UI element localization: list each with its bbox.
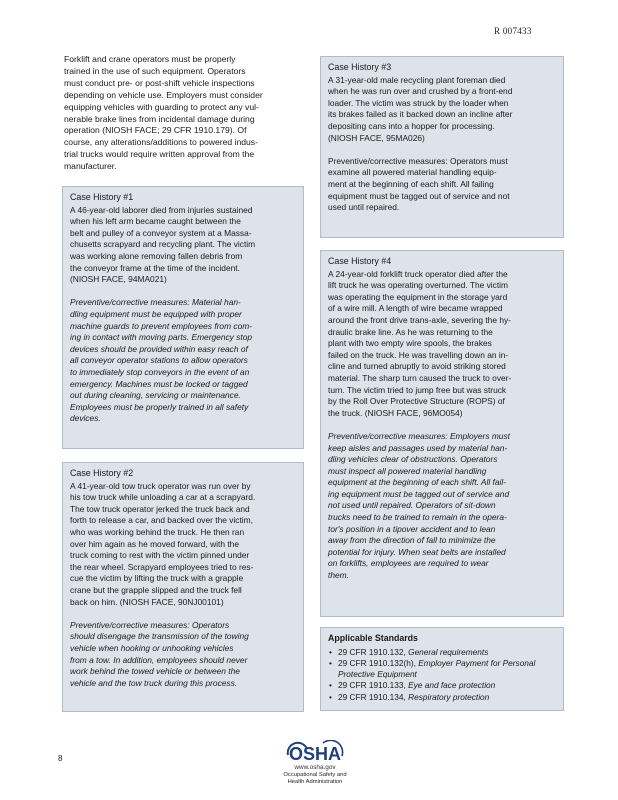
measures-line: all conveyor operator stations to allow operators: [70, 355, 248, 366]
measures-line: devices.: [70, 413, 101, 424]
measures-line: Employees must be properly trained in all safety: [70, 401, 249, 412]
case-history-1-title: Case History #1: [70, 192, 134, 202]
case-history-2-box: [62, 462, 304, 712]
standard-code: 29 CFR 1910.134,: [338, 691, 409, 702]
osha-logo-icon: [282, 740, 348, 764]
case-line: chusetts scrapyard and recycling plant. The victim: [70, 239, 256, 250]
case-line: failed on the truck. He was travelling down an in-: [328, 349, 509, 360]
case-line: when his left arm became caught between the: [70, 216, 241, 227]
standard-desc: Respiratory protection: [408, 691, 490, 702]
measures-line: away from the direction of fall to minimize the: [328, 535, 496, 546]
case-line: the rear wheel. Scrapyard employees tried to res-: [70, 561, 254, 572]
case-history-4-body: [328, 269, 557, 420]
case-line: lift truck he was operating overturned. The victim: [328, 280, 508, 291]
intro-line: trial trucks would require written approval from the: [64, 149, 255, 160]
case-history-4-title: Case History #4: [328, 256, 392, 266]
case-line: of a wire mill. A length of wire became wrapped: [328, 303, 503, 314]
applicable-standards-box: [320, 627, 564, 711]
standard-item: [328, 658, 557, 681]
measures-line: vehicle and the tow truck during this process.: [70, 677, 238, 688]
case-line: (NIOSH FACE, 95MA026): [328, 132, 425, 143]
case-history-4-measures: [328, 431, 557, 582]
measures-line: tor's position in a tipover accident and to lean: [328, 523, 496, 534]
measures-line: should disengage the transmission of the towing: [70, 631, 249, 642]
measures-line: on forklifts, employees are required to wear: [328, 558, 489, 569]
case-line: forth to release a car, and backed over the victim,: [70, 515, 253, 526]
case-line: who was working behind the truck. He then ran: [70, 526, 245, 537]
case-history-1-body: [70, 205, 297, 286]
standards-list: [328, 647, 557, 703]
measures-line: them.: [328, 570, 349, 581]
case-line: the truck. (NIOSH FACE, 96MO054): [328, 407, 463, 418]
measures-line: potential for injury. When seat belts are installed: [328, 546, 506, 557]
measures-line: from a tow. In addition, employees should never: [70, 654, 248, 665]
case-line: loader. The victim was struck by the loader when: [328, 97, 509, 108]
measures-line: equipment at the beginning of each shift. All fail-: [328, 477, 507, 488]
measures-line: ing in contact with moving parts. Emergency stop: [70, 332, 253, 343]
standard-code: 29 CFR 1910.132,: [338, 646, 409, 657]
case-line: A 31-year-old male recycling plant foreman died: [328, 74, 506, 85]
case-line: belt and pulley of a conveyor system at a Massa-: [70, 227, 252, 238]
measures-line: ing equipment must be tagged out of service and: [328, 488, 510, 499]
measures-line: dling vehicles clear of obstructions. Operators: [328, 454, 498, 465]
osha-footer: [270, 740, 360, 786]
measures-line: examine all powered material handling equip-: [328, 167, 497, 178]
case-line: around the front drive trans-axle, severing the hy-: [328, 314, 511, 325]
case-line: its brakes failed as it backed down an incline after: [328, 109, 513, 120]
case-line: over him again as he moved forward, with the: [70, 538, 239, 549]
intro-line: equipping vehicles with guarding to protect any vul-: [64, 101, 259, 112]
standard-item: [328, 647, 557, 658]
case-line: cline and turned abruptly to avoid striking stored: [328, 361, 506, 372]
case-line: cue the victim by lifting the truck with a grapple: [70, 573, 244, 584]
measures-line: Preventive/corrective measures: Operators must: [328, 155, 508, 166]
measures-line: ment at the beginning of each shift. All failing: [328, 178, 494, 189]
standard-code: 29 CFR 1910.133,: [338, 680, 409, 691]
page-number: 8: [58, 754, 63, 763]
case-line: A 46-year-old laborer died from injuries sustained: [70, 204, 253, 215]
measures-line: devices should be provided within easy reach of: [70, 343, 248, 354]
intro-line: course, any alterations/additions to powered indus-: [64, 137, 258, 148]
intro-line: depending on vehicle use. Employers must consider: [64, 89, 263, 100]
case-line: when he was run over and crushed by a front-end: [328, 86, 513, 97]
applicable-standards-title: Applicable Standards: [328, 633, 418, 643]
measures-line: must inspect all powered material handling: [328, 465, 487, 476]
osha-url: www.osha.gov: [294, 764, 336, 771]
intro-line: must conduct pre- or post-shift vehicle inspections: [64, 77, 255, 88]
standard-desc: Employer Payment for Personal Protective Equipment: [338, 657, 536, 680]
case-history-2-measures: [70, 620, 297, 690]
case-line: by the Roll Over Protective Structure (ROPS) of: [328, 396, 505, 407]
case-line: was operating the equipment in the storage yard: [328, 291, 508, 302]
bates-number: R 007433: [494, 26, 532, 36]
case-history-1-measures: [70, 297, 297, 425]
case-history-2-body: [70, 481, 297, 609]
measures-line: equipment must be tagged out of service and not: [328, 190, 510, 201]
osha-org-line-2: Health Administration: [287, 779, 343, 785]
case-history-1-box: [62, 186, 304, 449]
measures-line: used until repaired.: [328, 202, 400, 213]
measures-line: out during cleaning, servicing or maintenance.: [70, 390, 241, 401]
case-history-3-title: Case History #3: [328, 62, 392, 72]
intro-text: [64, 54, 296, 173]
measures-line: to immediately stop conveyors in the event of an: [70, 366, 250, 377]
case-line: was working alone removing fallen debris from: [70, 250, 243, 261]
intro-line: operation (NIOSH FACE; 29 CFR 1910.179). Of: [64, 125, 247, 136]
intro-paragraph: [64, 54, 296, 173]
standard-item: [328, 680, 557, 691]
case-line: back on him. (NIOSH FACE, 90NJ00101): [70, 596, 224, 607]
case-line: turn. The victim tried to jump free but was struck: [328, 384, 507, 395]
case-line: A 24-year-old forklift truck operator died after the: [328, 268, 508, 279]
case-line: The tow truck operator jerked the truck back and: [70, 503, 250, 514]
case-history-3-measures: [328, 156, 557, 214]
measures-line: Preventive/corrective measures: Operators: [70, 619, 230, 630]
case-line: material. The sharp turn caused the truck to over-: [328, 372, 512, 383]
case-line: crane but the grapple slipped and the truck fell: [70, 584, 242, 595]
case-line: the conveyor frame at the time of the incident.: [70, 262, 240, 273]
case-line: (NIOSH FACE, 94MA021): [70, 274, 167, 285]
measures-line: emergency. Machines must be locked or tagged: [70, 378, 248, 389]
measures-line: Preventive/corrective measures: Employers must: [328, 430, 510, 441]
measures-line: trucks need to be trained to remain in the opera-: [328, 512, 507, 523]
standard-item: [328, 692, 557, 703]
case-line: truck coming to rest with the victim pinned under: [70, 550, 250, 561]
standard-desc: General requirements: [408, 646, 489, 657]
case-line: draulic brake line. As he was returning to the: [328, 326, 493, 337]
intro-line: Forklift and crane operators must be properly: [64, 54, 236, 64]
intro-line: manufacturer.: [64, 161, 117, 172]
case-line: plant with two empty wire spools, the brakes: [328, 338, 492, 349]
measures-line: Preventive/corrective measures: Material han-: [70, 297, 241, 308]
case-history-3-body: [328, 75, 557, 145]
case-line: his tow truck while unloading a car at a scrapyard.: [70, 492, 256, 503]
measures-line: not used until repaired. Operators of sit-down: [328, 500, 496, 511]
measures-line: keep aisles and passages used by material han-: [328, 442, 508, 453]
osha-org-line-1: Occupational Safety and: [283, 772, 347, 778]
case-history-4-box: [320, 250, 564, 617]
measures-line: work behind the towed vehicle or between the: [70, 666, 240, 677]
intro-line: trained in the use of such equipment. Operators: [64, 65, 246, 76]
measures-line: dling equipment must be equipped with proper: [70, 308, 242, 319]
standard-desc: Eye and face protection: [408, 680, 496, 691]
case-line: depositing cans into a hopper for processing.: [328, 120, 495, 131]
intro-line: nerable brake lines from incidental damage during: [64, 113, 255, 124]
measures-line: machine guards to prevent employees from com-: [70, 320, 253, 331]
case-history-3-box: [320, 56, 564, 238]
case-line: A 41-year-old tow truck operator was run over by: [70, 480, 251, 491]
standard-code: 29 CFR 1910.132(h),: [338, 657, 419, 668]
measures-line: vehicle when hooking or unhooking vehicles: [70, 642, 234, 653]
case-history-2-title: Case History #2: [70, 468, 134, 478]
osha-logo-text: OSHA: [288, 744, 342, 764]
